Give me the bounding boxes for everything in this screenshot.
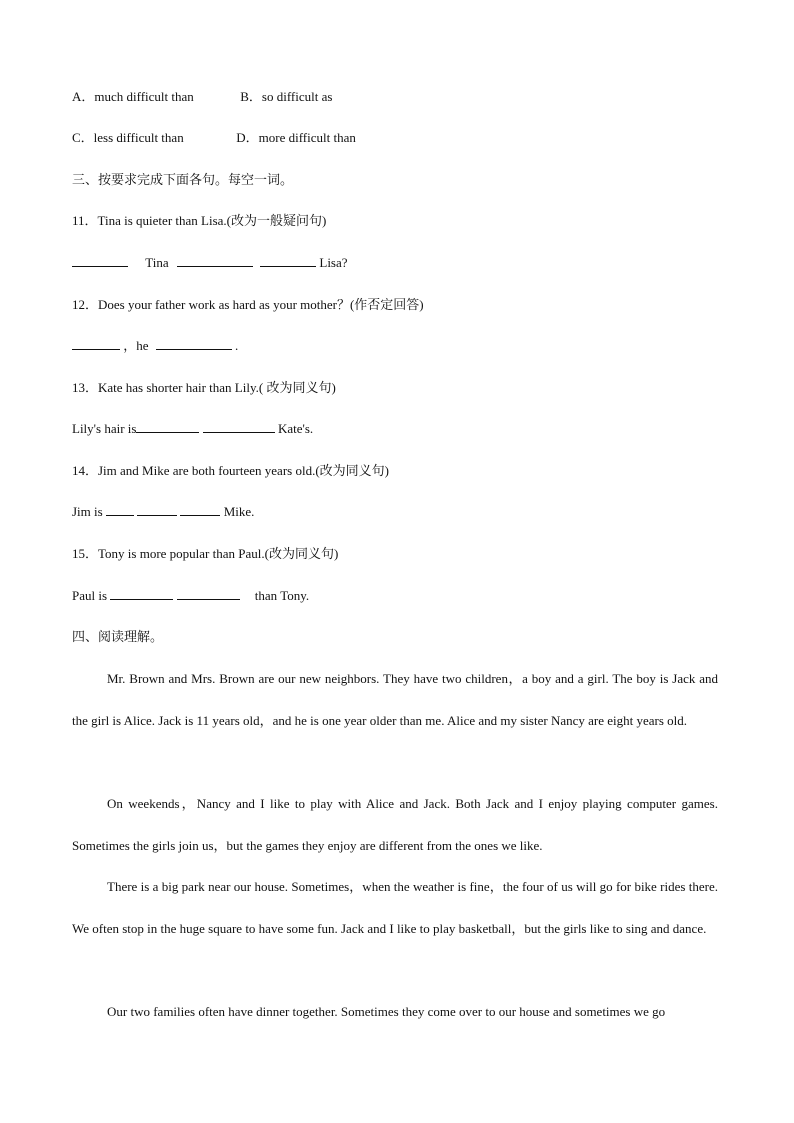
- answer-word: Lily's hair is: [72, 421, 137, 436]
- question-11: 11．Tina is quieter than Lisa.(改为一般疑问句): [72, 213, 327, 228]
- option-b: B．so difficult as: [240, 89, 333, 104]
- question-13: 13．Kate has shorter hair than Lily.( 改为同义句): [72, 380, 336, 395]
- answer-12: [72, 337, 722, 355]
- answer-15: [72, 587, 722, 605]
- passage-paragraph-2: On weekends，Nancy and I like to play with Alice and Jack. Both Jack and I enjoy playing computer games. Sometimes the girls join us，but the games they enjoy are different from the ones we like.: [72, 796, 718, 853]
- answer-14: [72, 503, 722, 521]
- passage-paragraph-1: Mr. Brown and Mrs. Brown are our new neighbors. They have two children，a boy and a girl. The boy is Jack and the girl is Alice. Jack is 11 years old，and he is one year older than me. Alice and my sister Nancy are eight years old.: [72, 671, 718, 728]
- question-14: 14．Jim and Mike are both fourteen years old.(改为同义句): [72, 463, 389, 478]
- answer-blank[interactable]: [72, 254, 128, 267]
- answer-blank[interactable]: [136, 420, 199, 433]
- section-4-title: 四、阅读理解。: [72, 629, 164, 644]
- answer-blank[interactable]: [177, 587, 240, 600]
- question-12: 12．Does your father work as hard as your mother？(作否定回答): [72, 297, 424, 312]
- answer-word: Jim is: [72, 504, 103, 519]
- answer-blank[interactable]: [203, 420, 275, 433]
- answer-word: Kate's.: [277, 421, 314, 436]
- answer-word: Tina: [145, 255, 169, 270]
- answer-blank[interactable]: [180, 503, 220, 516]
- option-c: C．less difficult than: [72, 130, 184, 145]
- question-15: 15．Tony is more popular than Paul.(改为同义句): [72, 546, 339, 561]
- answer-blank[interactable]: [137, 503, 177, 516]
- option-a: A．much difficult than: [72, 89, 194, 104]
- answer-blank[interactable]: [72, 337, 120, 350]
- answer-word: .: [235, 338, 239, 353]
- options-row-cd: [72, 129, 722, 147]
- answer-blank[interactable]: [106, 503, 134, 516]
- answer-blank[interactable]: [156, 337, 232, 350]
- answer-word: Mike.: [223, 504, 255, 519]
- answer-word: Lisa?: [319, 255, 348, 270]
- answer-13: [72, 420, 722, 438]
- answer-blank[interactable]: [260, 254, 316, 267]
- option-d: D．more difficult than: [236, 130, 356, 145]
- answer-blank[interactable]: [110, 587, 173, 600]
- section-3-title: 三、按要求完成下面各句。每空一词。: [72, 172, 294, 187]
- answer-word: ，he: [123, 338, 149, 353]
- answer-11: [72, 254, 722, 272]
- options-row-ab: [72, 88, 722, 106]
- passage-paragraph-3: There is a big park near our house. Sometimes，when the weather is fine，the four of us will go for bike rides there. We often stop in the huge square to have some fun. Jack and I like to play basketball，but the girls like to sing and dance.: [72, 879, 718, 936]
- answer-word: than Tony.: [254, 588, 310, 603]
- answer-word: Paul is: [72, 588, 108, 603]
- passage-paragraph-4: Our two families often have dinner together. Sometimes they come over to our house and sometimes we go: [107, 1004, 666, 1019]
- answer-blank[interactable]: [177, 254, 253, 267]
